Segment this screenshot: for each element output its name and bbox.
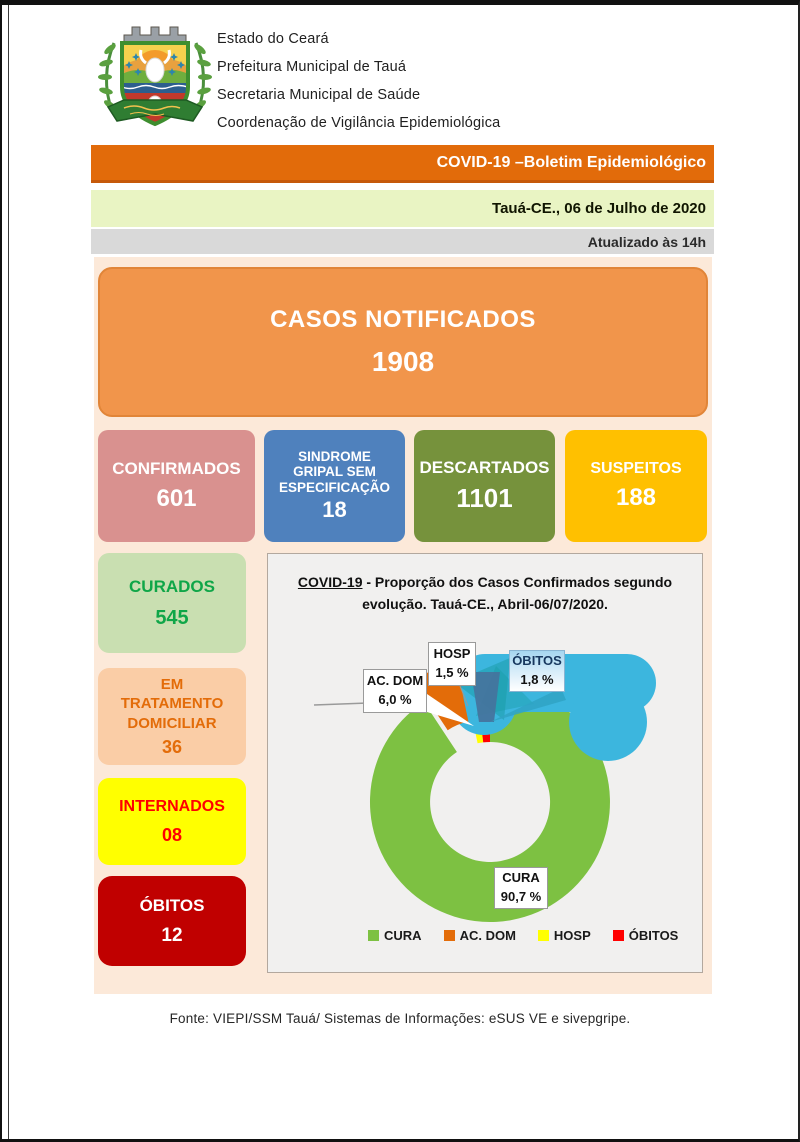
legend-label-hosp: HOSP (553, 928, 591, 943)
internados-value: 08 (161, 825, 183, 846)
legend-label-cura: CURA (384, 928, 422, 943)
acdom-leader-line (314, 703, 368, 705)
obitos-callout (509, 650, 565, 692)
obitos-callout-label: ÓBITOS (512, 653, 562, 669)
legend-swatch-cura-icon (368, 930, 379, 941)
evolution-chart-panel (267, 553, 703, 973)
confirmados-label: CONFIRMADOS (112, 459, 241, 479)
bulletin-date-bar (91, 190, 714, 227)
suspeitos-value: 188 (615, 484, 657, 512)
header-line-state: Estado do Ceará (217, 31, 329, 47)
acdom-callout-value: 6,0 % (378, 692, 412, 707)
bulletin-title: COVID-19 –Boletim Epidemiológico (436, 153, 706, 171)
tratamento-domiciliar-label: EM TRATAMENTO DOMICILIAR (120, 675, 224, 732)
obitos-callout-value: 1,8 % (520, 672, 554, 687)
descartados-box (414, 430, 555, 542)
donut-chart (268, 554, 704, 974)
internados-label: INTERNADOS (119, 797, 225, 815)
notified-cases-value: 1908 (371, 346, 435, 377)
acdom-callout-label: AC. DOM (366, 673, 424, 689)
cura-callout-label: CURA (502, 870, 540, 886)
header-line-coordenacao: Coordenação de Vigilância Epidemiológica (217, 115, 501, 131)
content-panel (94, 257, 712, 994)
hosp-callout-value: 1,5 % (435, 665, 469, 680)
source-footer: Fonte: VIEPI/SSM Tauá/ Sistemas de Informações: eSUS VE e sivepgripe. (169, 1011, 631, 1026)
legend-label-obitos: ÓBITOS (628, 928, 679, 943)
legend-item-cura (368, 928, 422, 943)
notified-cases-box (98, 267, 708, 417)
bulletin-date: Tauá-CE., 06 de Julho de 2020 (492, 200, 706, 217)
legend-item-acdom (444, 928, 516, 943)
tratamento-domiciliar-box (98, 668, 246, 765)
curados-box (98, 553, 246, 653)
legend-swatch-hosp-icon (538, 930, 549, 941)
legend-item-obitos (613, 928, 679, 943)
internados-box (98, 778, 246, 865)
sindrome-gripal-value: 18 (322, 497, 347, 523)
confirmados-value: 601 (156, 484, 197, 512)
legend-item-hosp (538, 928, 591, 943)
hosp-callout-label: HOSP (433, 646, 471, 662)
hosp-callout (428, 642, 476, 686)
notified-cases-label: CASOS NOTIFICADOS (270, 306, 536, 333)
bulletin-updated-time: Atualizado às 14h (587, 233, 706, 250)
sindrome-gripal-label: SINDROME GRIPAL SEM ESPECIFICAÇÃO (278, 448, 390, 495)
obitos-value: 12 (161, 925, 183, 947)
header-line-secretaria: Secretaria Municipal de Saúde (217, 87, 421, 103)
chart-title-covid: COVID-19 (297, 574, 363, 590)
cura-callout (494, 867, 548, 909)
suspeitos-box (565, 430, 707, 542)
legend-label-acdom: AC. DOM (459, 928, 516, 943)
descartados-label: DESCARTADOS (419, 457, 550, 477)
header-line-prefeitura: Prefeitura Municipal de Tauá (217, 59, 407, 75)
municipal-crest-logo (96, 19, 214, 133)
bulletin-title-bar (91, 145, 714, 183)
obitos-box (98, 876, 246, 966)
acdom-callout (363, 669, 427, 713)
confirmados-box (98, 430, 255, 542)
tratamento-domiciliar-value: 36 (161, 737, 183, 758)
header-org-lines (217, 31, 500, 143)
suspeitos-label: SUSPEITOS (590, 459, 682, 477)
chart-legend (368, 928, 696, 943)
legend-swatch-acdom-icon (444, 930, 455, 941)
curados-value: 545 (155, 606, 189, 629)
descartados-value: 1101 (456, 483, 513, 514)
bulletin-updated-bar (91, 229, 714, 254)
cura-callout-value: 90,7 % (500, 889, 542, 904)
sindrome-gripal-box (264, 430, 405, 542)
legend-swatch-obitos-icon (613, 930, 624, 941)
chart-title-rest: - Proporção dos Casos Confirmados segundo evolução. Tauá-CE., Abril-06/07/2020. (362, 574, 673, 612)
obitos-label: ÓBITOS (139, 895, 205, 915)
curados-label: CURADOS (129, 577, 215, 597)
page-border-line (8, 5, 9, 1139)
